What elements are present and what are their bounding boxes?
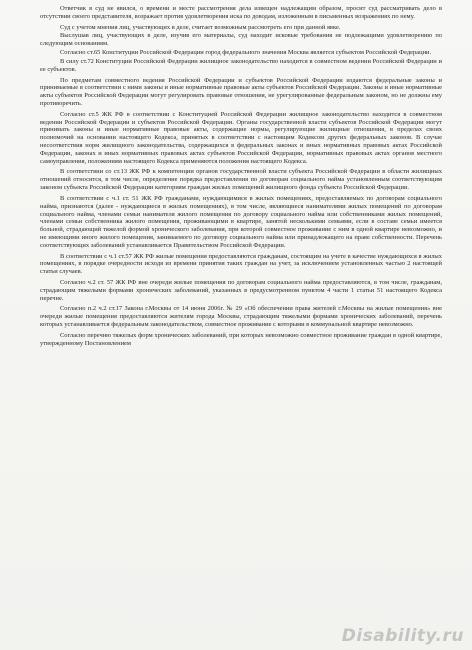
site-watermark: Disability.ru bbox=[341, 626, 464, 646]
paragraph-article-51: В соответствии с ч.1 ст. 51 ЖК РФ гражданами, нуждающимися в жилых помещениях, предоставляемых по договорам социального найма, признаются (далее - нуждающиеся в жилых помещениях), в том числе, являющиеся нанимателями жилых помещений по договорам социального найма, членами семьи нанимателя жилого помещения по договору социального найма или собственниками жилых помещений, членами семьи собственника жилого помещения, проживающими в квартире, занятой несколькими семьями, если в составе семьи имеется больной, страдающий тяжелой формой хронического заболевания, при которой совместное проживание с ним в одной квартире невозможно, и не имеющими иного жилого помещения, занимаемого по договору социального найма или принадлежащего на праве собственности. Перечень соответствующих заболеваний устанавливается Правительством Российской Федерации. bbox=[40, 194, 442, 249]
paragraph-joint-jurisdiction: По предметам совместного ведения Российской Федерации и субъектов Российской Федерации издаются федеральные законы и принимаемые в соответствии с ними законы и иные нормативные правовые акты субъектов Российской Федерации. Законы и иные нормативные акты субъектов Российской Федерации могут регулировать правовые отношения, не урегулированные федеральным законом, но не должны ему противоречить. bbox=[40, 76, 442, 107]
paragraph-court-finding: Выслушав лиц, участвующих в деле, изучив его материалы, суд находит исковые требования не подлежащими удовлетворению по следующим основаниям. bbox=[40, 32, 442, 48]
document-body bbox=[40, 5, 442, 348]
paragraph-article-13: В соответствии со ст.13 ЖК РФ к компетенции органов государственной власти субъекта Российской Федерации в области жилищных отношений относится, в том числе, определение порядка предоставления по договорам социального найма установленным соответствующим законом субъекта Российской Федерации категориям граждан жилых помещений жилищного фонда субъекта Российской Федерации. bbox=[40, 168, 442, 192]
paragraph-court-consent: Суд с учетом мнения лиц, участвующих в деле, считает возможным рассмотреть его при данной явке. bbox=[60, 23, 341, 31]
paragraph-article-65: Согласно ст.65 Конституции Российской Федерации город федерального значения Москва является субъектом Российской Федерации. bbox=[60, 49, 432, 57]
paragraph-moscow-law: Согласно п.2 ч.2 ст.17 Закона г.Москвы от 14 июня 2006г. № 29 «Об обеспечении права жителей г.Москвы на жилые помещения» вне очереди жилые помещения предоставляются жителям города Москвы, страдающим тяжелыми формами хронических заболеваний, перечень которых устанавливается федеральным законодательством, совместное проживание с которыми в коммунальной квартире невозможно. bbox=[40, 305, 442, 329]
paragraph-disease-list: Согласно перечню тяжелых форм хронических заболеваний, при которых невозможно совместное проживание граждан в одной квартире, утвержденному Постановлением bbox=[40, 331, 442, 347]
paragraph-article-57-part-1: В соответствии с ч.1 ст.57 ЖК РФ жилые помещения предоставляются гражданам, состоящим на учете в качестве нуждающихся в жилых помещениях, в порядке очередности исходя из времени принятия таких граждан на учет, за исключением установленных частью 2 настоящей статьи случаев. bbox=[40, 252, 442, 276]
paragraph-article-72: В силу ст.72 Конституции Российской Федерации жилищное законодательство находится в совместном ведении Российской Федерации и ее субъектов. bbox=[40, 57, 442, 73]
paragraph-article-5: Согласно ст.5 ЖК РФ в соответствии с Конституцией Российской Федерации жилищное законодательство находится в совместном ведении Российской Федерации и субъектов Российской Федерации. Органы государственной власти субъектов Российской Федерации могут принимать законы и иные нормативные правовые акты, содержащие нормы, регулирующие жилищные отношения, в пределах своих полномочий на основании настоящего Кодекса, принятых в соответствии с настоящим Кодексом других федеральных законов. В случае несоответствия норм жилищного законодательства, содержащихся в федеральных законах и иных нормативных правовых актах Российской Федерации, законах и иных нормативных правовых актах субъектов Российской Федерации, нормативных правовых актах органов местного самоуправления, положениям настоящего Кодекса применяются положения настоящего Кодекса. bbox=[40, 110, 442, 165]
paragraph-defendant-absence: Ответчик в суд не явился, о времени и месте рассмотрения дела извещен надлежащим образом, просит суд рассматривать дело в отсутствии своего представителя, возражает против удовлетворения иска по доводам, изложенным в письменных возражениях по нему. bbox=[40, 5, 442, 20]
paragraph-article-57-part-2: Согласно ч.2 ст. 57 ЖК РФ вне очереди жилые помещения по договорам социального найма предоставляются, в том числе, гражданам, страдающим тяжелыми формами хронических заболеваний, указанных в предусмотренном пунктом 4 части 1 статьи 51 настоящего Кодекса перечне. bbox=[40, 279, 442, 302]
